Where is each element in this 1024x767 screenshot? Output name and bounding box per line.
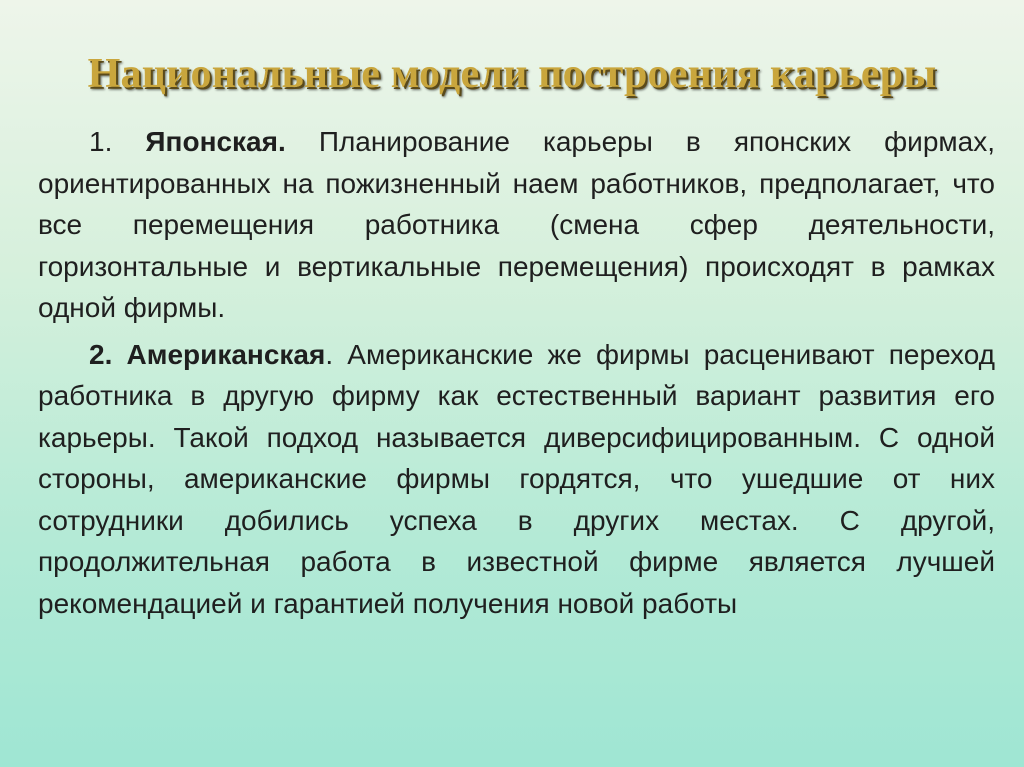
slide-title: Национальные модели построения карьеры: [87, 51, 937, 97]
paragraph-american-model: 2. Американская. Американские же фирмы расценивают переход работника в другую фирму как естественный вариант развития его карьеры. Такой подход называется диверсифицированным. С одной стороны, американские фирмы гордятся, что ушедшие от них сотрудники добились успеха в других местах. С другой, продолжительная работа в известной фирме является лучшей рекомендацией и гарантией получения новой работы: [38, 338, 996, 619]
paragraph-text: Планирование карьеры в японских фирмах, ориентированных на пожизненный наем работников, предполагает, что все перемещения работника (смена сфер деятельности, горизонтальные и вертикальные перемещения) происходят в рамках одной фирмы.: [38, 126, 995, 323]
paragraph-number: 1.: [89, 126, 113, 157]
paragraph-japanese-model: [38, 121, 995, 329]
paragraph-heading: Японская.: [145, 126, 286, 157]
slide-body: [38, 121, 995, 629]
paragraph-number: 2.: [89, 338, 113, 370]
paragraph-text: Американские же фирмы расценивают переход работника в другую фирму как естественный вариант развития его карьеры. Такой подход называется диверсифицированным. С одной стороны, американские фирмы гордятся, что ушедшие от них сотрудники добились успеха в других местах. С другой, продолжительная работа в известной фирме является лучшей рекомендацией и гарантией получения новой работы: [38, 338, 996, 619]
paragraph-heading: Американская: [126, 338, 326, 370]
